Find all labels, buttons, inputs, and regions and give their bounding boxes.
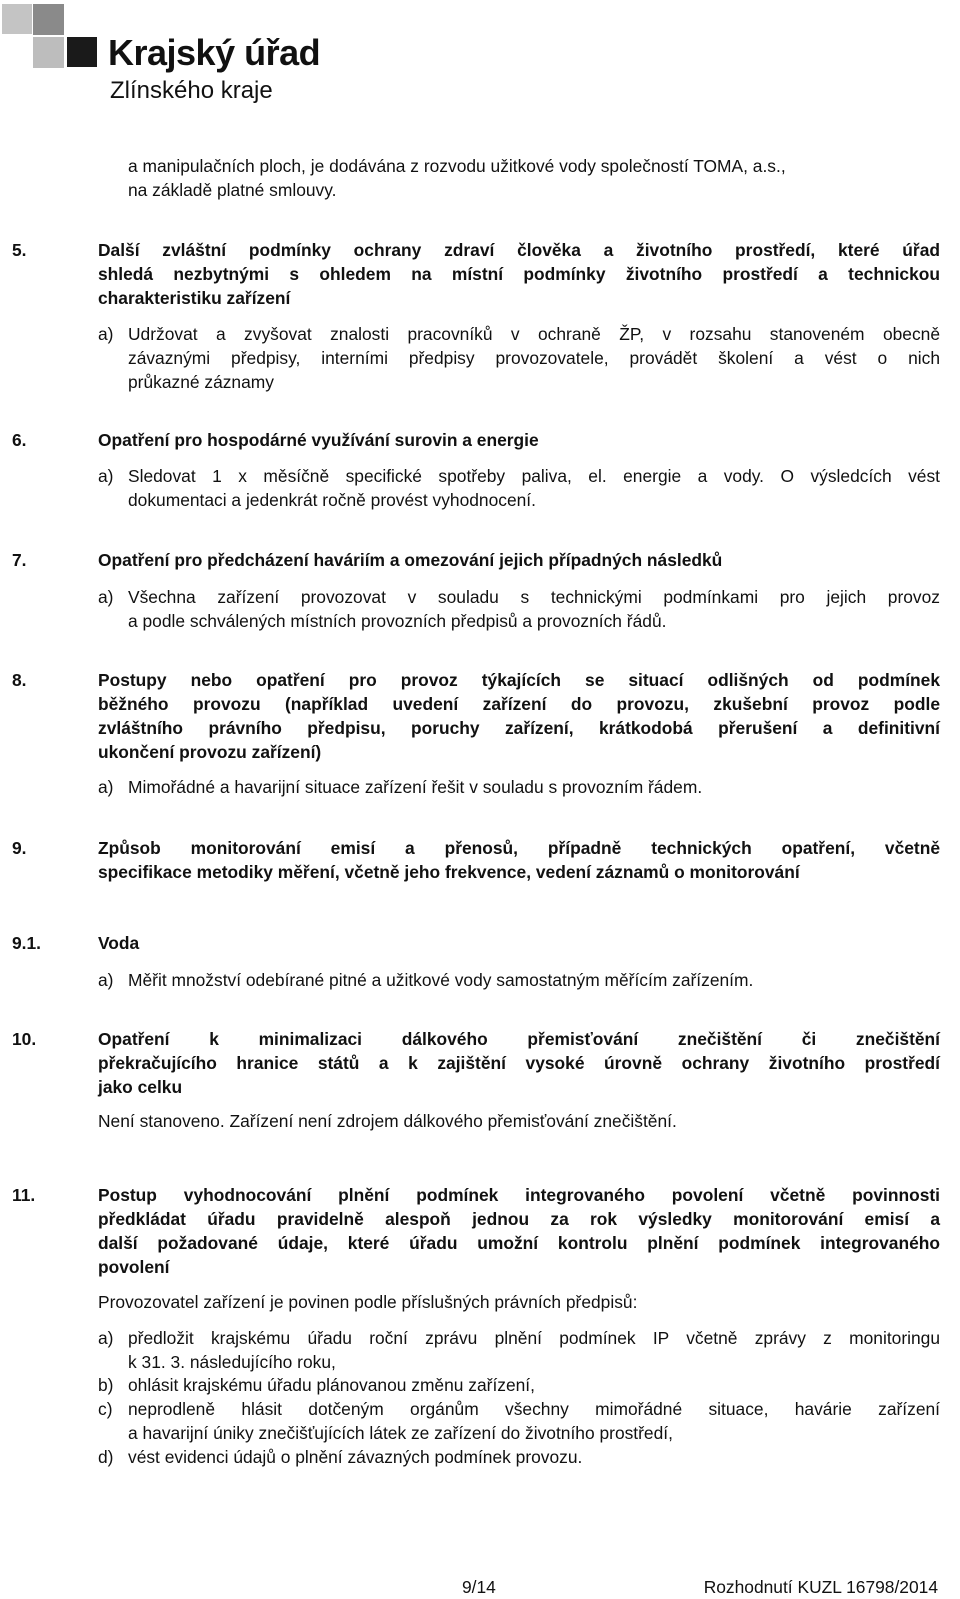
list-label: a) (98, 777, 114, 797)
list-item (98, 585, 940, 635)
list-item (98, 1373, 940, 1399)
section-number: 6. (12, 430, 27, 450)
text-line: dokumentaci a jedenkrát ročně provést vyhodnocení. (128, 490, 536, 510)
list-label: c) (98, 1399, 113, 1419)
text-line: ohlásit krajskému úřadu plánovanou změnu zařízení, (128, 1375, 535, 1395)
section-number: 11. (12, 1185, 36, 1205)
text-line: a podle schválených místních provozních předpisů a provozních řádů. (128, 611, 667, 631)
logo-title: Krajský úřad (108, 32, 321, 73)
heading-line: další požadované údaje, které úřadu umožní kontrolu plnění podmínek integrovaného (98, 1233, 940, 1253)
section-heading (98, 1027, 940, 1099)
heading-line: Způsob monitorování emisí a přenosů, případně technických opatření, včetně (98, 838, 940, 858)
intro-paragraph (128, 154, 940, 202)
section-text: Není stanoveno. Zařízení není zdrojem dálkového přemisťování znečištění. (98, 1111, 677, 1131)
logo (0, 0, 320, 110)
section-heading: Opatření pro předcházení haváriím a omezování jejich případných následků (98, 550, 723, 570)
text-line: na základě platné smlouvy. (128, 180, 337, 200)
list-item (98, 322, 940, 402)
list-label: a) (98, 324, 114, 344)
heading-line: ukončení provozu zařízení) (98, 742, 322, 762)
text-line: Sledovat 1 x měsíčně specifické spotřeby paliva, el. energie a vody. O výsledcích vést (128, 466, 940, 486)
text-line: vést evidenci údajů o plnění závazných podmínek provozu. (128, 1447, 583, 1467)
list-item (98, 1326, 940, 1376)
heading-line: jako celku (98, 1077, 183, 1097)
section-heading: Opatření pro hospodárné využívání surovin a energie (98, 430, 539, 450)
section-number: 10. (12, 1029, 37, 1049)
list-item (98, 968, 940, 994)
heading-line: zvláštního právního předpisu, poruchy zařízení, krátkodobá přerušení a definitivní (98, 718, 940, 738)
section-number: 9.1. (12, 933, 42, 953)
page-number: 9/14 (462, 1577, 496, 1597)
logo-square-icon (33, 37, 64, 68)
heading-line: povolení (98, 1257, 170, 1277)
list-label: b) (98, 1375, 114, 1395)
heading-line: Opatření k minimalizaci dálkového přemisťování znečištění či znečištění (98, 1029, 940, 1049)
text-line: a havarijní úniky znečišťujících látek ze zařízení do životního prostředí, (128, 1423, 673, 1443)
section-number: 5. (12, 240, 27, 260)
list-label: a) (98, 970, 114, 990)
section-heading (98, 1183, 940, 1279)
text-line: k 31. 3. následujícího roku, (128, 1352, 336, 1372)
list-label: a) (98, 1328, 114, 1348)
document-reference: Rozhodnutí KUZL 16798/2014 (703, 1577, 938, 1597)
heading-line: shledá nezbytnými s ohledem na místní podmínky životního prostředí a technickou (98, 264, 940, 284)
section-text: Provozovatel zařízení je povinen podle příslušných právních předpisů: (98, 1292, 638, 1312)
heading-line: běžného provozu (například uvedení zařízení do provozu, zkušební provoz podle (98, 694, 940, 714)
text-line: Udržovat a zvyšovat znalosti pracovníků v ochraně ŽP, v rozsahu stanoveném obecně (128, 324, 940, 344)
text-line: a manipulačních ploch, je dodávána z rozvodu užitkové vody společností TOMA, a.s., (128, 156, 786, 176)
list-label: a) (98, 587, 114, 607)
section-number: 9. (12, 838, 27, 858)
heading-line: Postup vyhodnocování plnění podmínek integrovaného povolení včetně povinnosti (98, 1185, 940, 1205)
text-line: Mimořádné a havarijní situace zařízení řešit v souladu s provozním řádem. (128, 777, 703, 797)
section-number: 8. (12, 670, 27, 690)
logo-subtitle: Zlínského kraje (110, 77, 273, 104)
text-line: Všechna zařízení provozovat v souladu s technickými podmínkami pro jejich provoz (128, 587, 940, 607)
heading-line: charakteristiku zařízení (98, 288, 291, 308)
section-heading (98, 836, 940, 884)
list-item (98, 464, 940, 514)
text-line: závaznými předpisy, interními předpisy provozovatele, provádět školení a vést o nich (128, 348, 940, 368)
heading-line: specifikace metodiky měření, včetně jeho frekvence, vedení záznamů o monitorování (98, 862, 800, 882)
section-number: 7. (12, 550, 27, 570)
logo-square-icon (2, 4, 32, 34)
heading-line: Další zvláštní podmínky ochrany zdraví člověka a životního prostředí, které úřad (98, 240, 940, 260)
heading-line: předkládat úřadu pravidelně alespoň jednou za rok výsledky monitorování emisí a (98, 1209, 940, 1229)
list-label: d) (98, 1447, 114, 1467)
text-line: neprodleně hlásit dotčeným orgánům všechny mimořádné situace, havárie zařízení (128, 1399, 940, 1419)
heading-line: překračujícího hranice států a k zajištění vysoké úrovně ochrany životního prostředí (98, 1053, 940, 1073)
section-heading: Voda (98, 933, 140, 953)
section-heading (98, 668, 940, 764)
heading-line: Postupy nebo opatření pro provoz týkajících se situací odlišných od podmínek (98, 670, 940, 690)
logo-square-icon (67, 37, 97, 67)
text-line: předložit krajskému úřadu roční zprávu plnění podmínek IP včetně zprávy z monitoringu (128, 1328, 940, 1348)
list-item (98, 775, 940, 801)
section-heading (98, 238, 940, 310)
text-line: průkazné záznamy (128, 372, 274, 392)
text-line: Měřit množství odebírané pitné a užitkové vody samostatným měřícím zařízením. (128, 970, 754, 990)
logo-square-icon (33, 4, 64, 35)
list-label: a) (98, 466, 114, 486)
list-item (98, 1397, 940, 1447)
list-item (98, 1445, 940, 1471)
